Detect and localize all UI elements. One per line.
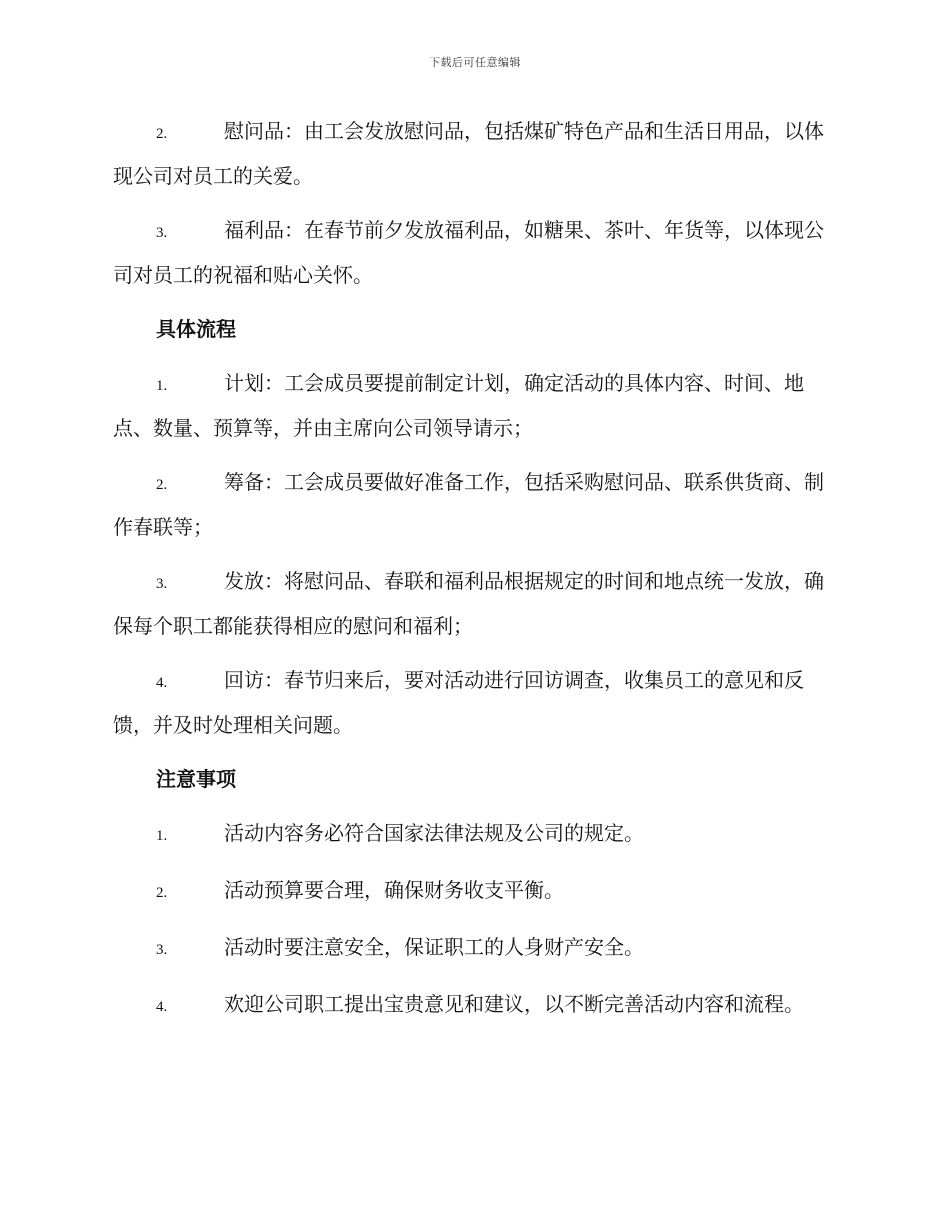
list-item-notes-2 bbox=[113, 869, 838, 914]
item-number: 4. bbox=[156, 675, 168, 691]
list-item-process-3 bbox=[113, 560, 838, 647]
item-text: 活动预算要合理，确保财务收支平衡。 bbox=[224, 878, 564, 902]
item-number: 2. bbox=[156, 126, 168, 142]
item-text: 活动时要注意安全，保证职工的人身财产安全。 bbox=[224, 935, 644, 959]
item-text: 筹备：工会成员要做好准备工作，包括采购慰问品、联系供货商、制作春联等； bbox=[113, 470, 824, 539]
list-item-notes-3 bbox=[113, 926, 838, 971]
item-number: 4. bbox=[156, 999, 168, 1015]
section-heading-notes: 注意事项 bbox=[156, 767, 236, 791]
list-item-process-1 bbox=[113, 362, 838, 449]
list-item-notes-4 bbox=[113, 983, 838, 1028]
item-text: 发放：将慰问品、春联和福利品根据规定的时间和地点统一发放，确保每个职工都能获得相应的慰问和福利； bbox=[113, 569, 824, 638]
section-heading-process: 具体流程 bbox=[156, 317, 236, 341]
list-item-process-4 bbox=[113, 659, 838, 746]
item-number: 3. bbox=[156, 942, 168, 958]
item-number: 1. bbox=[156, 828, 168, 844]
item-number: 2. bbox=[156, 477, 168, 493]
document-body bbox=[113, 110, 838, 1040]
list-item-process-2 bbox=[113, 461, 838, 548]
list-item-welfare-2 bbox=[113, 110, 838, 197]
item-number: 2. bbox=[156, 885, 168, 901]
item-number: 1. bbox=[156, 378, 168, 394]
page-header: 下载后可任意编辑 bbox=[429, 56, 521, 69]
item-text: 欢迎公司职工提出宝贵意见和建议，以不断完善活动内容和流程。 bbox=[224, 992, 804, 1016]
item-text: 回访：春节归来后，要对活动进行回访调查，收集员工的意见和反馈，并及时处理相关问题。 bbox=[113, 668, 804, 737]
list-item-welfare-3 bbox=[113, 209, 838, 296]
item-text: 活动内容务必符合国家法律法规及公司的规定。 bbox=[224, 821, 644, 845]
item-text: 计划：工会成员要提前制定计划，确定活动的具体内容、时间、地点、数量、预算等，并由主席向公司领导请示； bbox=[113, 371, 804, 440]
item-number: 3. bbox=[156, 225, 168, 241]
item-number: 3. bbox=[156, 576, 168, 592]
item-text: 慰问品：由工会发放慰问品，包括煤矿特色产品和生活日用品，以体现公司对员工的关爱。 bbox=[113, 119, 824, 188]
list-item-notes-1 bbox=[113, 812, 838, 857]
item-text: 福利品：在春节前夕发放福利品，如糖果、茶叶、年货等，以体现公司对员工的祝福和贴心关怀。 bbox=[113, 218, 824, 287]
